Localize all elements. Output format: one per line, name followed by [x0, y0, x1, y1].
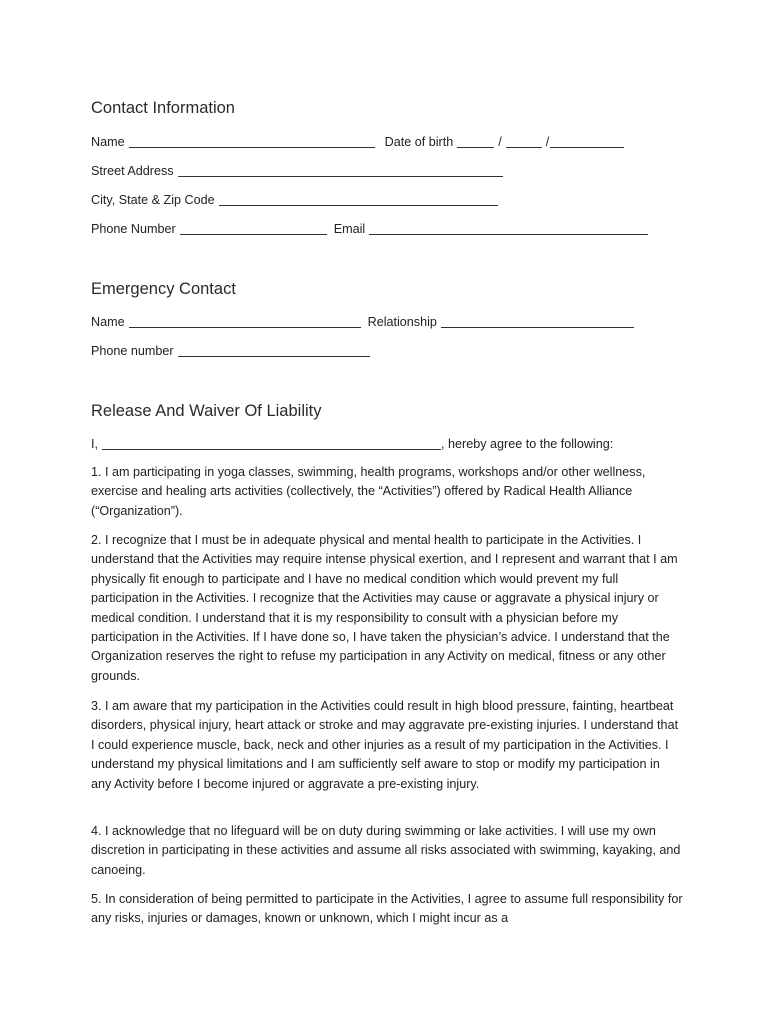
street-field[interactable]: [178, 175, 503, 177]
street-label: Street Address: [91, 164, 174, 178]
phone-email-row: [91, 219, 652, 239]
city-state-zip-label: City, State & Zip Code: [91, 193, 215, 207]
emergency-phone-label: Phone number: [91, 344, 174, 358]
dob-separator: /: [545, 135, 550, 149]
emergency-phone-row: [91, 341, 374, 361]
email-label: Email: [333, 222, 366, 236]
release-paragraph: 1. I am participating in yoga classes, swimming, health programs, workshops and/or other wellness, exercise and healing arts activities (collectively, the “Activities”) offered by Radical Health Alliance (“Organization”).: [91, 465, 646, 518]
street-row: [91, 161, 507, 181]
dob-label: Date of birth: [384, 135, 454, 149]
contact-heading: Contact Information: [91, 99, 235, 117]
relationship-field[interactable]: [441, 326, 634, 328]
email-field[interactable]: [369, 233, 648, 235]
dob-separator: /: [498, 135, 502, 149]
dob-month-field[interactable]: [457, 146, 494, 148]
city-state-zip-field[interactable]: [219, 204, 498, 206]
release-intro-suffix: , hereby agree to the following:: [441, 437, 614, 451]
release-paragraph: 2. I recognize that I must be in adequate physical and mental health to participate in the Activities. I understand that the Activities may require intense physical exertion, and I represent and warrant that I am physically fit enough to participate and I have no medical condition which would prevent my full participation in the Activities. I recognize that the Activities may cause or aggravate a physical injury or medical condition. I understand that it is my responsibility to consult with a physician before my participation in the Activities. If I have done so, I have taken the physician’s advice. I understand that the Organization reserves the right to refuse my participation in any Activity on medical, fitness or any other grounds.: [91, 533, 678, 683]
emergency-name-row: [91, 312, 638, 332]
release-paragraph: 3. I am aware that my participation in the Activities could result in high blood pressure, fainting, heartbeat disorders, physical injury, heart attack or stroke and may aggravate pre-existing injuries. I understand that I could experience muscle, back, neck and other injuries as a result of my participation in the Activities. I understand my physical limitations and I am sufficiently self aware to stop or modify my participation in any Activity before I become injured or aggravate a pre-existing injury.: [91, 699, 679, 791]
phone-label: Phone Number: [91, 222, 176, 236]
city-row: [91, 190, 502, 210]
emergency-heading: Emergency Contact: [91, 280, 236, 298]
release-intro-row: [91, 434, 613, 454]
release-paragraph: 5. In consideration of being permitted to participate in the Activities, I agree to assume full responsibility for any risks, injuries or damages, known or unknown, which I might incur as a: [91, 892, 683, 926]
phone-field[interactable]: [180, 233, 327, 235]
dob-year-field[interactable]: [550, 146, 624, 148]
dob-day-field[interactable]: [506, 146, 542, 148]
emergency-name-label: Name: [91, 315, 125, 329]
relationship-label: Relationship: [367, 315, 437, 329]
contact-name-label: Name: [91, 135, 125, 149]
release-heading: Release And Waiver Of Liability: [91, 402, 322, 420]
release-intro-prefix: I,: [91, 437, 98, 451]
emergency-phone-field[interactable]: [178, 355, 370, 357]
release-paragraph: 4. I acknowledge that no lifeguard will be on duty during swimming or lake activities. I will use my own discretion in participating in these activities and assume all risks associated with swimming, kayaking, and canoeing.: [91, 824, 681, 877]
emergency-name-field[interactable]: [129, 326, 361, 328]
contact-name-row: [91, 132, 628, 152]
signer-name-field[interactable]: [102, 448, 441, 450]
contact-name-field[interactable]: [129, 146, 375, 148]
